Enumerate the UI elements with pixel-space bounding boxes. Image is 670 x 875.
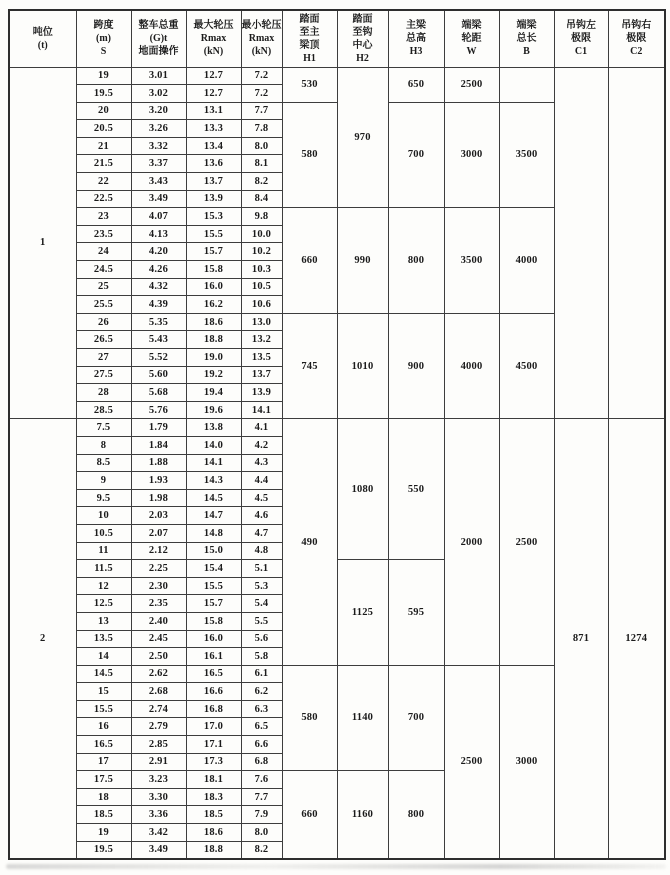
cell-weight: 2.50 (131, 648, 186, 666)
cell-span: 14.5 (76, 665, 131, 683)
cell-weight: 1.88 (131, 454, 186, 472)
cell-rmin: 13.7 (241, 366, 282, 384)
cell-rmax: 16.0 (186, 278, 241, 296)
cell-h3: 800 (388, 771, 444, 859)
cell-weight: 1.98 (131, 489, 186, 507)
cell-span: 13 (76, 612, 131, 630)
cell-h2: 1160 (337, 771, 388, 859)
cell-span: 21.5 (76, 155, 131, 173)
cell-span: 13.5 (76, 630, 131, 648)
cell-rmax: 15.8 (186, 261, 241, 279)
cell-span: 22 (76, 173, 131, 191)
cell-weight: 2.03 (131, 507, 186, 525)
cell-span: 10.5 (76, 524, 131, 542)
cell-rmax: 14.7 (186, 507, 241, 525)
cell-weight: 4.39 (131, 296, 186, 314)
cell-weight: 1.79 (131, 419, 186, 437)
cell-weight: 4.07 (131, 208, 186, 226)
cell-rmax: 17.0 (186, 718, 241, 736)
cell-h3: 800 (388, 208, 444, 314)
cell-rmax: 18.5 (186, 806, 241, 824)
cell-rmin: 4.2 (241, 436, 282, 454)
cell-rmin: 10.6 (241, 296, 282, 314)
cell-weight: 4.26 (131, 261, 186, 279)
header-rmin: 最小轮压 Rmax (kN) (241, 10, 282, 67)
cell-weight: 1.84 (131, 436, 186, 454)
cell-rmin: 4.6 (241, 507, 282, 525)
cell-w: 2500 (444, 665, 499, 859)
cell-weight: 4.13 (131, 225, 186, 243)
cell-rmin: 7.6 (241, 771, 282, 789)
tonnage-cell: 1 (9, 67, 76, 419)
cell-rmin: 7.7 (241, 788, 282, 806)
cell-rmax: 16.8 (186, 700, 241, 718)
cell-rmax: 13.6 (186, 155, 241, 173)
cell-rmin: 8.2 (241, 841, 282, 859)
cell-span: 19 (76, 824, 131, 842)
cell-rmin: 13.9 (241, 384, 282, 402)
cell-rmin: 6.6 (241, 736, 282, 754)
cell-rmax: 15.3 (186, 208, 241, 226)
cell-span: 24 (76, 243, 131, 261)
cell-weight: 2.07 (131, 524, 186, 542)
cell-rmax: 12.7 (186, 85, 241, 103)
scan-artifact (6, 864, 666, 869)
cell-span: 19.5 (76, 85, 131, 103)
cell-rmax: 13.9 (186, 190, 241, 208)
header-row (9, 10, 665, 67)
cell-h1: 580 (282, 665, 337, 771)
cell-span: 23 (76, 208, 131, 226)
cell-weight: 3.42 (131, 824, 186, 842)
cell-span: 20.5 (76, 120, 131, 138)
cell-weight: 4.20 (131, 243, 186, 261)
cell-w: 3000 (444, 102, 499, 208)
cell-weight: 2.45 (131, 630, 186, 648)
cell-weight: 3.23 (131, 771, 186, 789)
cell-rmax: 16.2 (186, 296, 241, 314)
table-header (9, 10, 665, 67)
cell-rmax: 13.3 (186, 120, 241, 138)
cell-span: 23.5 (76, 225, 131, 243)
cell-rmax: 12.7 (186, 67, 241, 85)
cell-rmax: 17.1 (186, 736, 241, 754)
cell-rmax: 19.0 (186, 349, 241, 367)
cell-weight: 5.43 (131, 331, 186, 349)
cell-rmax: 16.5 (186, 665, 241, 683)
cell-span: 9 (76, 472, 131, 490)
cell-weight: 4.32 (131, 278, 186, 296)
cell-span: 17 (76, 753, 131, 771)
header-rmax: 最大轮压 Rmax (kN) (186, 10, 241, 67)
cell-span: 28 (76, 384, 131, 402)
cell-span: 28.5 (76, 401, 131, 419)
cell-h1: 660 (282, 208, 337, 314)
cell-rmax: 18.8 (186, 841, 241, 859)
cell-rmin: 6.3 (241, 700, 282, 718)
cell-span: 27.5 (76, 366, 131, 384)
cell-span: 26.5 (76, 331, 131, 349)
cell-span: 18 (76, 788, 131, 806)
table-row (9, 419, 665, 437)
cell-h2: 1080 (337, 419, 388, 560)
cell-weight: 2.62 (131, 665, 186, 683)
cell-span: 7.5 (76, 419, 131, 437)
cell-rmax: 18.8 (186, 331, 241, 349)
cell-c1 (554, 67, 608, 419)
cell-weight: 3.49 (131, 190, 186, 208)
cell-rmin: 4.4 (241, 472, 282, 490)
cell-rmin: 10.3 (241, 261, 282, 279)
cell-rmax: 15.8 (186, 612, 241, 630)
cell-rmin: 6.1 (241, 665, 282, 683)
cell-rmin: 7.7 (241, 102, 282, 120)
cell-span: 8 (76, 436, 131, 454)
cell-h1: 660 (282, 771, 337, 859)
cell-weight: 3.30 (131, 788, 186, 806)
cell-rmin: 5.8 (241, 648, 282, 666)
cell-rmin: 7.2 (241, 85, 282, 103)
cell-span: 17.5 (76, 771, 131, 789)
header-weight: 整车总重 (G)t 地面操作 (131, 10, 186, 67)
cell-rmin: 6.8 (241, 753, 282, 771)
cell-h2: 1140 (337, 665, 388, 771)
cell-weight: 5.60 (131, 366, 186, 384)
cell-weight: 2.74 (131, 700, 186, 718)
cell-h2: 990 (337, 208, 388, 314)
cell-h1: 580 (282, 102, 337, 208)
cell-span: 18.5 (76, 806, 131, 824)
cell-rmax: 13.4 (186, 137, 241, 155)
cell-rmax: 15.0 (186, 542, 241, 560)
cell-rmax: 13.1 (186, 102, 241, 120)
cell-span: 16.5 (76, 736, 131, 754)
cell-rmax: 14.0 (186, 436, 241, 454)
cell-c2: 1274 (608, 419, 665, 859)
cell-rmin: 14.1 (241, 401, 282, 419)
cell-h2: 1010 (337, 313, 388, 419)
header-h1: 踏面 至主 梁顶 H1 (282, 10, 337, 67)
cell-rmax: 18.1 (186, 771, 241, 789)
cell-rmax: 18.6 (186, 313, 241, 331)
cell-weight: 2.30 (131, 577, 186, 595)
cell-rmin: 4.5 (241, 489, 282, 507)
cell-weight: 3.36 (131, 806, 186, 824)
cell-rmin: 5.6 (241, 630, 282, 648)
cell-weight: 2.25 (131, 560, 186, 578)
cell-rmax: 17.3 (186, 753, 241, 771)
cell-weight: 2.91 (131, 753, 186, 771)
cell-rmin: 5.5 (241, 612, 282, 630)
cell-c2 (608, 67, 665, 419)
table-body (9, 67, 665, 859)
cell-b: 4500 (499, 313, 554, 419)
cell-c1: 871 (554, 419, 608, 859)
cell-rmin: 8.0 (241, 824, 282, 842)
cell-weight: 5.68 (131, 384, 186, 402)
cell-weight: 3.37 (131, 155, 186, 173)
cell-weight: 3.32 (131, 137, 186, 155)
cell-rmax: 19.2 (186, 366, 241, 384)
cell-w: 2500 (444, 67, 499, 102)
cell-w: 2000 (444, 419, 499, 665)
cell-weight: 5.35 (131, 313, 186, 331)
header-tonnage: 吨位 (t) (9, 10, 76, 67)
cell-weight: 3.43 (131, 173, 186, 191)
cell-span: 22.5 (76, 190, 131, 208)
cell-b: 3500 (499, 102, 554, 208)
cell-weight: 2.79 (131, 718, 186, 736)
cell-rmin: 7.9 (241, 806, 282, 824)
cell-weight: 2.68 (131, 683, 186, 701)
header-span: 跨度 (m) S (76, 10, 131, 67)
cell-span: 11 (76, 542, 131, 560)
cell-rmax: 15.5 (186, 225, 241, 243)
cell-rmin: 10.2 (241, 243, 282, 261)
cell-rmax: 15.4 (186, 560, 241, 578)
cell-rmax: 18.3 (186, 788, 241, 806)
cell-w: 3500 (444, 208, 499, 314)
cell-h1: 745 (282, 313, 337, 419)
cell-rmin: 8.1 (241, 155, 282, 173)
cell-rmin: 9.8 (241, 208, 282, 226)
cell-h3: 700 (388, 665, 444, 771)
cell-span: 25.5 (76, 296, 131, 314)
cell-rmax: 19.6 (186, 401, 241, 419)
crane-spec-table (8, 9, 666, 860)
cell-h3: 700 (388, 102, 444, 208)
header-b: 端梁 总长 B (499, 10, 554, 67)
cell-rmin: 8.4 (241, 190, 282, 208)
cell-h2: 970 (337, 67, 388, 208)
cell-b (499, 67, 554, 102)
cell-rmax: 14.8 (186, 524, 241, 542)
cell-rmax: 15.5 (186, 577, 241, 595)
cell-h3: 650 (388, 67, 444, 102)
cell-rmax: 14.3 (186, 472, 241, 490)
cell-weight: 1.93 (131, 472, 186, 490)
cell-b: 4000 (499, 208, 554, 314)
cell-rmin: 5.1 (241, 560, 282, 578)
header-c2: 吊钩右 极限 C2 (608, 10, 665, 67)
cell-rmin: 8.0 (241, 137, 282, 155)
cell-span: 19 (76, 67, 131, 85)
cell-h3: 550 (388, 419, 444, 560)
cell-rmax: 15.7 (186, 595, 241, 613)
cell-weight: 2.85 (131, 736, 186, 754)
cell-b: 2500 (499, 419, 554, 665)
header-h2: 踏面 至钩 中心 H2 (337, 10, 388, 67)
header-w: 端梁 轮距 W (444, 10, 499, 67)
cell-rmin: 5.4 (241, 595, 282, 613)
cell-h1: 490 (282, 419, 337, 665)
cell-rmin: 4.3 (241, 454, 282, 472)
cell-h3: 595 (388, 560, 444, 666)
cell-rmin: 13.2 (241, 331, 282, 349)
cell-rmin: 4.1 (241, 419, 282, 437)
cell-rmin: 7.2 (241, 67, 282, 85)
cell-span: 12 (76, 577, 131, 595)
cell-span: 19.5 (76, 841, 131, 859)
cell-rmax: 19.4 (186, 384, 241, 402)
tonnage-cell: 2 (9, 419, 76, 859)
cell-rmin: 7.8 (241, 120, 282, 138)
cell-rmax: 16.6 (186, 683, 241, 701)
cell-rmin: 13.0 (241, 313, 282, 331)
cell-h2: 1125 (337, 560, 388, 666)
cell-rmin: 10.5 (241, 278, 282, 296)
cell-weight: 2.12 (131, 542, 186, 560)
cell-span: 16 (76, 718, 131, 736)
cell-span: 10 (76, 507, 131, 525)
cell-rmax: 16.0 (186, 630, 241, 648)
cell-span: 12.5 (76, 595, 131, 613)
cell-span: 14 (76, 648, 131, 666)
cell-span: 21 (76, 137, 131, 155)
cell-rmax: 13.7 (186, 173, 241, 191)
cell-weight: 2.40 (131, 612, 186, 630)
cell-rmax: 15.7 (186, 243, 241, 261)
cell-weight: 5.52 (131, 349, 186, 367)
cell-rmin: 8.2 (241, 173, 282, 191)
cell-span: 24.5 (76, 261, 131, 279)
cell-rmax: 16.1 (186, 648, 241, 666)
cell-weight: 3.49 (131, 841, 186, 859)
cell-rmax: 18.6 (186, 824, 241, 842)
cell-h3: 900 (388, 313, 444, 419)
cell-rmin: 13.5 (241, 349, 282, 367)
cell-span: 11.5 (76, 560, 131, 578)
cell-weight: 3.26 (131, 120, 186, 138)
header-h3: 主梁 总高 H3 (388, 10, 444, 67)
cell-span: 9.5 (76, 489, 131, 507)
cell-span: 20 (76, 102, 131, 120)
cell-rmax: 14.5 (186, 489, 241, 507)
header-c1: 吊钩左 极限 C1 (554, 10, 608, 67)
cell-rmin: 4.8 (241, 542, 282, 560)
cell-rmax: 14.1 (186, 454, 241, 472)
cell-h1: 530 (282, 67, 337, 102)
cell-span: 27 (76, 349, 131, 367)
cell-weight: 2.35 (131, 595, 186, 613)
cell-rmin: 5.3 (241, 577, 282, 595)
cell-span: 26 (76, 313, 131, 331)
cell-b: 3000 (499, 665, 554, 859)
cell-span: 8.5 (76, 454, 131, 472)
table-row (9, 67, 665, 85)
cell-rmin: 6.5 (241, 718, 282, 736)
cell-rmin: 4.7 (241, 524, 282, 542)
cell-span: 15 (76, 683, 131, 701)
cell-weight: 3.01 (131, 67, 186, 85)
cell-weight: 3.02 (131, 85, 186, 103)
cell-weight: 3.20 (131, 102, 186, 120)
cell-span: 15.5 (76, 700, 131, 718)
cell-rmax: 13.8 (186, 419, 241, 437)
cell-w: 4000 (444, 313, 499, 419)
cell-span: 25 (76, 278, 131, 296)
cell-rmin: 6.2 (241, 683, 282, 701)
cell-weight: 5.76 (131, 401, 186, 419)
cell-rmin: 10.0 (241, 225, 282, 243)
